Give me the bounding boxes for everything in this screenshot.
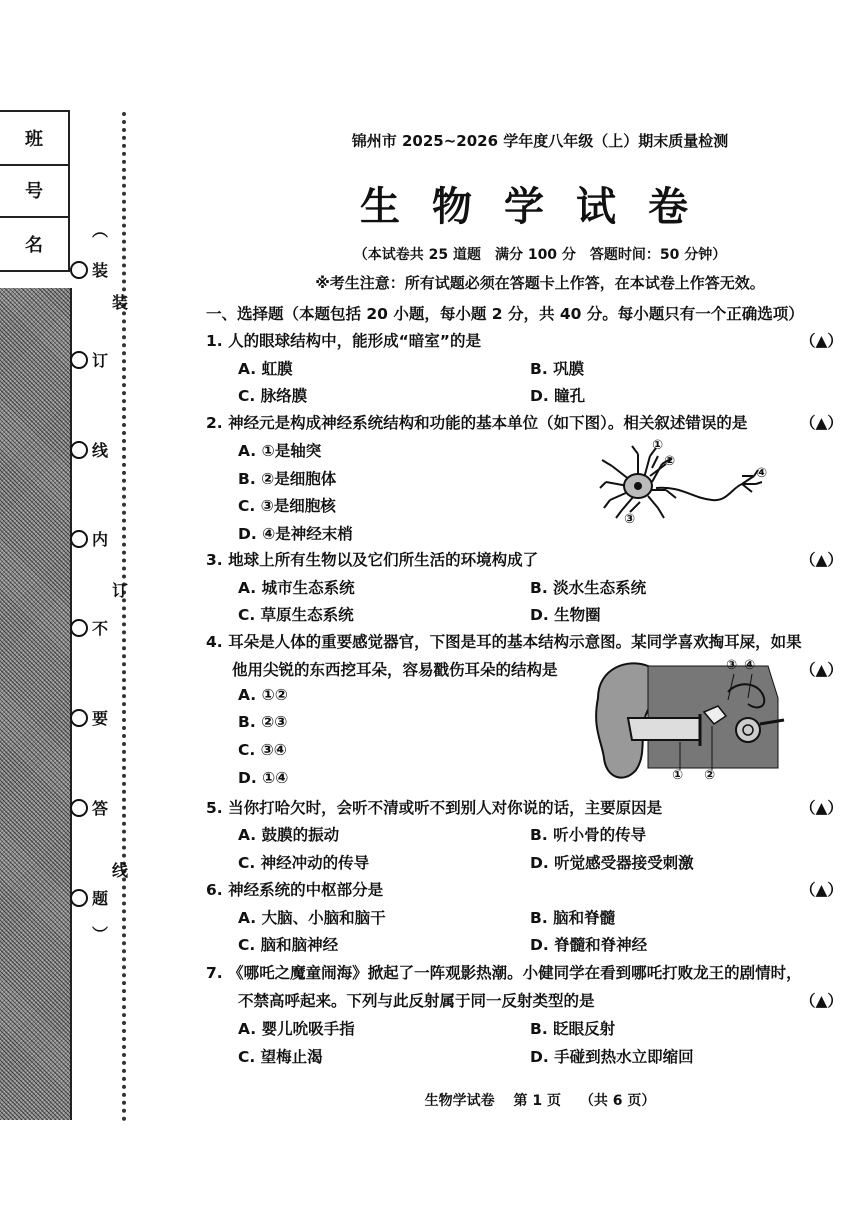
question-2-stem: 2. 神经元是构成神经系统结构和功能的基本单位（如下图）。相关叙述错误的是 (206, 414, 748, 432)
neuron-label: ③ (624, 512, 636, 527)
seal-item (70, 348, 108, 371)
seal-char: 不 (92, 619, 109, 638)
name-field-label: 名 (25, 235, 43, 256)
question-7-stem-line2: 不禁高呼起来。下列与此反射属于同一反射类型的是 (238, 992, 595, 1010)
question-2-option-b: B. ②是细胞体 (238, 470, 337, 488)
question-7-option-c: C. 望梅止渴 (238, 1048, 323, 1066)
question-3-option-d: D. 生物圈 (530, 606, 601, 624)
question-5-option-a: A. 鼓膜的振动 (238, 826, 340, 844)
exam-info: （本试卷共 25 道题 满分 100 分 答题时间：50 分钟） (353, 247, 727, 263)
seal-circle-icon (70, 261, 88, 279)
seal-circle-icon (70, 889, 88, 907)
question-4-stem-line2: 他用尖锐的东西挖耳朵，容易戳伤耳朵的结构是 (232, 661, 558, 679)
exam-notice: ※考生注意：所有试题必须在答题卡上作答，在本试卷上作答无效。 (315, 274, 765, 292)
question-5-option-d: D. 听觉感受器接受刺激 (530, 854, 694, 872)
question-5-option-b: B. 听小骨的传导 (530, 826, 647, 844)
seal-char: 要 (92, 709, 109, 728)
number-field (0, 164, 70, 218)
question-3-option-a: A. 城市生态系统 (238, 579, 355, 597)
seal-char: 装 (92, 261, 109, 280)
seal-circle-icon (70, 441, 88, 459)
question-1-option-a: A. 虹膜 (238, 360, 293, 378)
seal-item (70, 886, 108, 909)
seal-char: 答 (92, 799, 109, 818)
question-7-stem-line1: 7. 《哪吒之魔童闹海》掀起了一阵观影热潮。小健同学在看到哪吒打败龙王的剧情时， (206, 964, 802, 982)
seal-circle-icon (70, 709, 88, 727)
question-1-option-c: C. 脉络膜 (238, 387, 308, 405)
seal-item (70, 706, 108, 729)
answer-mark: （▲） (800, 881, 843, 899)
question-2-option-a: A. ①是轴突 (238, 442, 322, 460)
seal-item (70, 796, 108, 819)
neuron-figure (592, 438, 782, 530)
side-char: 装 (112, 293, 129, 312)
page-footer: 生物学试卷 第 1 页 （共 6 页） (424, 1093, 656, 1109)
answer-mark: （▲） (800, 414, 843, 432)
question-1-option-d: D. 瞳孔 (530, 387, 586, 405)
question-3-option-c: C. 草原生态系统 (238, 606, 354, 624)
neuron-label: ② (664, 454, 676, 469)
exam-subtitle: 锦州市 2025~2026 学年度八年级（上）期末质量检测 (351, 132, 729, 150)
number-field-label: 号 (25, 181, 43, 202)
question-4-option-b: B. ②③ (238, 713, 288, 731)
section-title: 一、选择题（本题包括 20 小题，每小题 2 分，共 40 分。每小题只有一个正确选项） (206, 305, 804, 323)
question-4-stem-line1: 4. 耳朵是人体的重要感觉器官，下图是耳的基本结构示意图。某同学喜欢掏耳屎，如果 (206, 633, 802, 651)
ear-label: ② (704, 768, 716, 783)
answer-mark: （▲） (800, 661, 843, 679)
seal-item (70, 258, 108, 281)
ear-label: ③ (726, 658, 738, 673)
question-6-stem: 6. 神经系统的中枢部分是 (206, 881, 384, 899)
seal-char: 内 (92, 530, 109, 549)
question-7-option-a: A. 婴儿吮吸手指 (238, 1020, 355, 1038)
ear-drawing (588, 658, 788, 788)
name-field (0, 218, 70, 272)
question-7-option-d: D. 手碰到热水立即缩回 (530, 1048, 694, 1066)
seal-item (70, 527, 108, 550)
answer-mark: （▲） (800, 332, 843, 350)
seal-paren-open: ︵ (92, 221, 109, 240)
class-field (0, 110, 70, 166)
seal-paren-close: ︶ (92, 925, 109, 944)
question-5-option-c: C. 神经冲动的传导 (238, 854, 370, 872)
ear-label: ① (672, 768, 684, 783)
seal-char: 题 (92, 889, 109, 908)
answer-mark: （▲） (800, 992, 843, 1010)
binding-hatch-strip (0, 288, 72, 1120)
question-4-option-a: A. ①② (238, 686, 288, 704)
binding-dotted-line (122, 112, 126, 1122)
ear-label: ④ (744, 658, 756, 673)
seal-circle-icon (70, 799, 88, 817)
question-1-stem: 1. 人的眼球结构中，能形成“暗室”的是 (206, 332, 481, 350)
question-6-option-d: D. 脊髓和脊神经 (530, 936, 648, 954)
question-6-option-a: A. 大脑、小脑和脑干 (238, 909, 386, 927)
question-2-option-c: C. ③是细胞核 (238, 497, 336, 515)
question-4-option-c: C. ③④ (238, 741, 287, 759)
class-field-label: 班 (25, 129, 43, 150)
seal-circle-icon (70, 530, 88, 548)
seal-circle-icon (70, 619, 88, 637)
seal-item (70, 616, 108, 639)
neuron-label: ④ (756, 466, 768, 481)
seal-char: 线 (92, 441, 109, 460)
question-3-option-b: B. 淡水生态系统 (530, 579, 647, 597)
question-2-option-d: D. ④是神经末梢 (238, 525, 353, 543)
question-6-option-c: C. 脑和脑神经 (238, 936, 339, 954)
seal-item (70, 438, 108, 461)
question-4-option-d: D. ①④ (238, 769, 289, 787)
neuron-drawing (592, 438, 782, 530)
question-1-option-b: B. 巩膜 (530, 360, 585, 378)
side-char: 线 (112, 861, 129, 880)
question-6-option-b: B. 脑和脊髓 (530, 909, 616, 927)
question-5-stem: 5. 当你打哈欠时，会听不清或听不到别人对你说的话，主要原因是 (206, 799, 663, 817)
exam-title: 生物学试卷 (360, 183, 720, 230)
seal-circle-icon (70, 351, 88, 369)
answer-mark: （▲） (800, 799, 843, 817)
question-7-option-b: B. 眨眼反射 (530, 1020, 616, 1038)
neuron-label: ① (652, 438, 664, 453)
answer-mark: （▲） (800, 551, 843, 569)
ear-figure (588, 658, 788, 788)
seal-char: 订 (92, 351, 109, 370)
question-3-stem: 3. 地球上所有生物以及它们所生活的环境构成了 (206, 551, 539, 569)
side-char: 订 (112, 581, 129, 600)
